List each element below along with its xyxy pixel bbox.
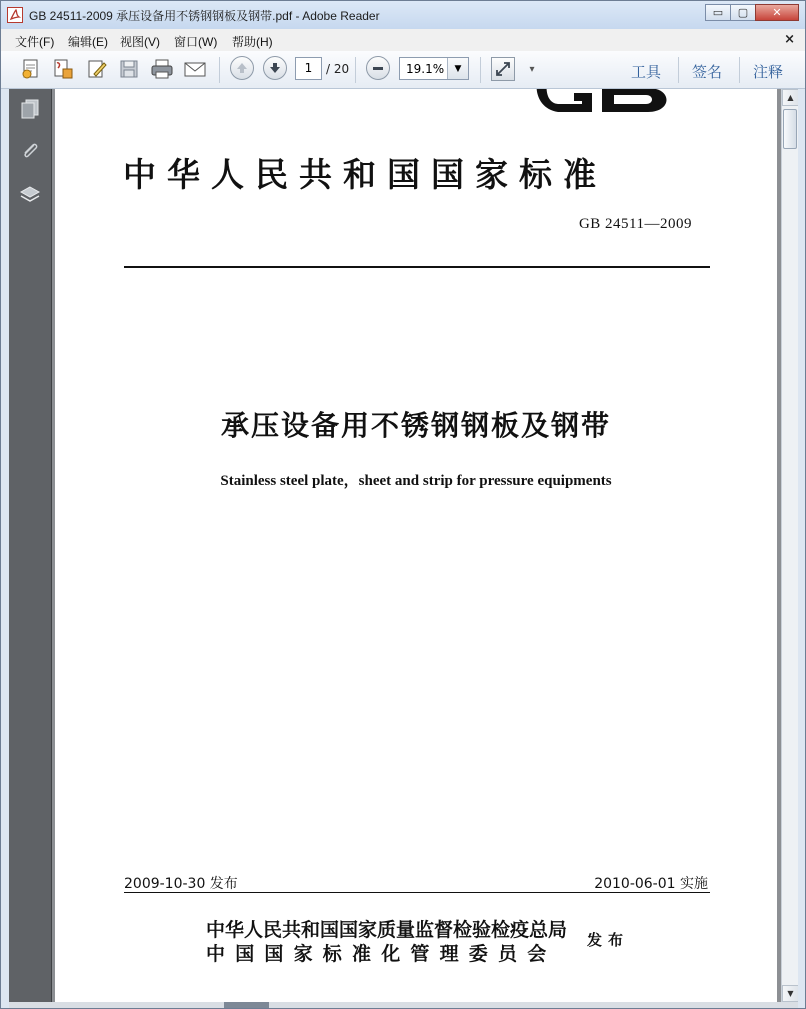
create-pdf-icon[interactable] bbox=[19, 57, 43, 81]
menu-file[interactable]: 文件(F) bbox=[15, 35, 55, 49]
publish-label: 发布 bbox=[587, 931, 630, 949]
toolbar-separator bbox=[678, 57, 679, 83]
menu-help[interactable]: 帮助(H) bbox=[232, 35, 273, 49]
menu-bar bbox=[1, 29, 805, 52]
toolbar-separator bbox=[739, 57, 740, 83]
fit-page-button[interactable] bbox=[491, 57, 515, 81]
document-view[interactable] bbox=[52, 89, 781, 1002]
pdf-page bbox=[55, 89, 777, 1002]
toolbar-separator bbox=[480, 57, 481, 83]
minus-icon bbox=[371, 61, 385, 75]
next-page-button[interactable] bbox=[263, 56, 287, 80]
footer-rule bbox=[124, 892, 710, 893]
previous-page-button[interactable] bbox=[230, 56, 254, 80]
pdf-app-icon bbox=[7, 7, 23, 23]
horizontal-scrollbar[interactable] bbox=[9, 1002, 798, 1008]
print-icon[interactable] bbox=[150, 57, 174, 81]
arrow-down-icon bbox=[268, 61, 282, 75]
tools-pane-button[interactable]: 工具 bbox=[631, 63, 662, 81]
document-title-cn: 承压设备用不锈钢钢板及钢带 bbox=[220, 409, 611, 442]
menu-window[interactable]: 窗口(W) bbox=[174, 35, 218, 49]
header-rule bbox=[124, 266, 710, 268]
issuer-sac: 中国国家标准化管理委员会 bbox=[206, 943, 557, 965]
gb-logo bbox=[530, 89, 675, 124]
navigation-pane bbox=[9, 89, 52, 1002]
horizontal-scrollbar-thumb[interactable] bbox=[224, 1002, 269, 1008]
effective-date: 2010-06-01 实施 bbox=[594, 876, 708, 892]
page-total: / 20 bbox=[326, 62, 350, 76]
email-icon[interactable] bbox=[183, 57, 207, 81]
issue-date: 2009-10-30 发布 bbox=[124, 876, 238, 892]
title-bar[interactable] bbox=[1, 1, 805, 30]
maximize-button[interactable] bbox=[730, 4, 756, 21]
zoom-out-button[interactable] bbox=[366, 56, 390, 80]
toolbar-more-icon[interactable]: ▾ bbox=[529, 63, 535, 75]
maximize-icon: ▢ bbox=[737, 6, 749, 19]
issuer-aqsiq: 中华人民共和国国家质量监督检验检疫总局 bbox=[206, 919, 568, 941]
sign-pane-button[interactable]: 签名 bbox=[692, 63, 723, 81]
vertical-scrollbar[interactable] bbox=[781, 89, 799, 1002]
zoom-select[interactable] bbox=[399, 57, 469, 80]
toolbar-separator bbox=[355, 57, 356, 83]
attachments-icon[interactable] bbox=[18, 139, 42, 163]
expand-icon bbox=[495, 61, 511, 77]
standard-number: GB 24511—2009 bbox=[578, 216, 692, 232]
menu-view[interactable]: 视图(V) bbox=[120, 35, 160, 49]
close-button[interactable] bbox=[755, 4, 799, 21]
close-icon: ✕ bbox=[772, 6, 782, 19]
toolbar-separator bbox=[219, 57, 220, 83]
combine-files-icon[interactable] bbox=[51, 57, 75, 81]
chevron-down-icon[interactable]: ▼ bbox=[447, 58, 468, 79]
minimize-button[interactable] bbox=[705, 4, 731, 21]
document-title-en: Stainless steel plate，sheet and strip for pressure equipments bbox=[220, 473, 612, 489]
close-document-button[interactable]: × bbox=[784, 32, 795, 47]
page-number-input[interactable]: 1 bbox=[295, 57, 322, 80]
window-controls bbox=[706, 4, 799, 22]
window-right-border bbox=[798, 89, 805, 1002]
scroll-up-icon[interactable]: ▲ bbox=[782, 89, 799, 106]
menu-edit[interactable]: 编辑(E) bbox=[68, 35, 108, 49]
save-icon[interactable] bbox=[117, 57, 141, 81]
scrollbar-thumb[interactable] bbox=[783, 109, 797, 149]
edit-pdf-icon[interactable] bbox=[85, 57, 109, 81]
window-title: GB 24511-2009 承压设备用不锈钢钢板及钢带.pdf - Adobe Reader bbox=[29, 9, 380, 23]
zoom-value: 19.1% bbox=[406, 62, 445, 76]
scroll-down-icon[interactable]: ▼ bbox=[782, 985, 799, 1002]
arrow-up-icon bbox=[235, 61, 249, 75]
comment-pane-button[interactable]: 注释 bbox=[753, 63, 784, 81]
layers-icon[interactable] bbox=[18, 183, 42, 207]
minimize-icon: ▭ bbox=[712, 6, 724, 19]
national-standard-heading: 中华人民共和国国家标准 bbox=[123, 155, 607, 194]
page-thumbnails-icon[interactable] bbox=[18, 97, 42, 121]
toolbar bbox=[1, 51, 805, 89]
